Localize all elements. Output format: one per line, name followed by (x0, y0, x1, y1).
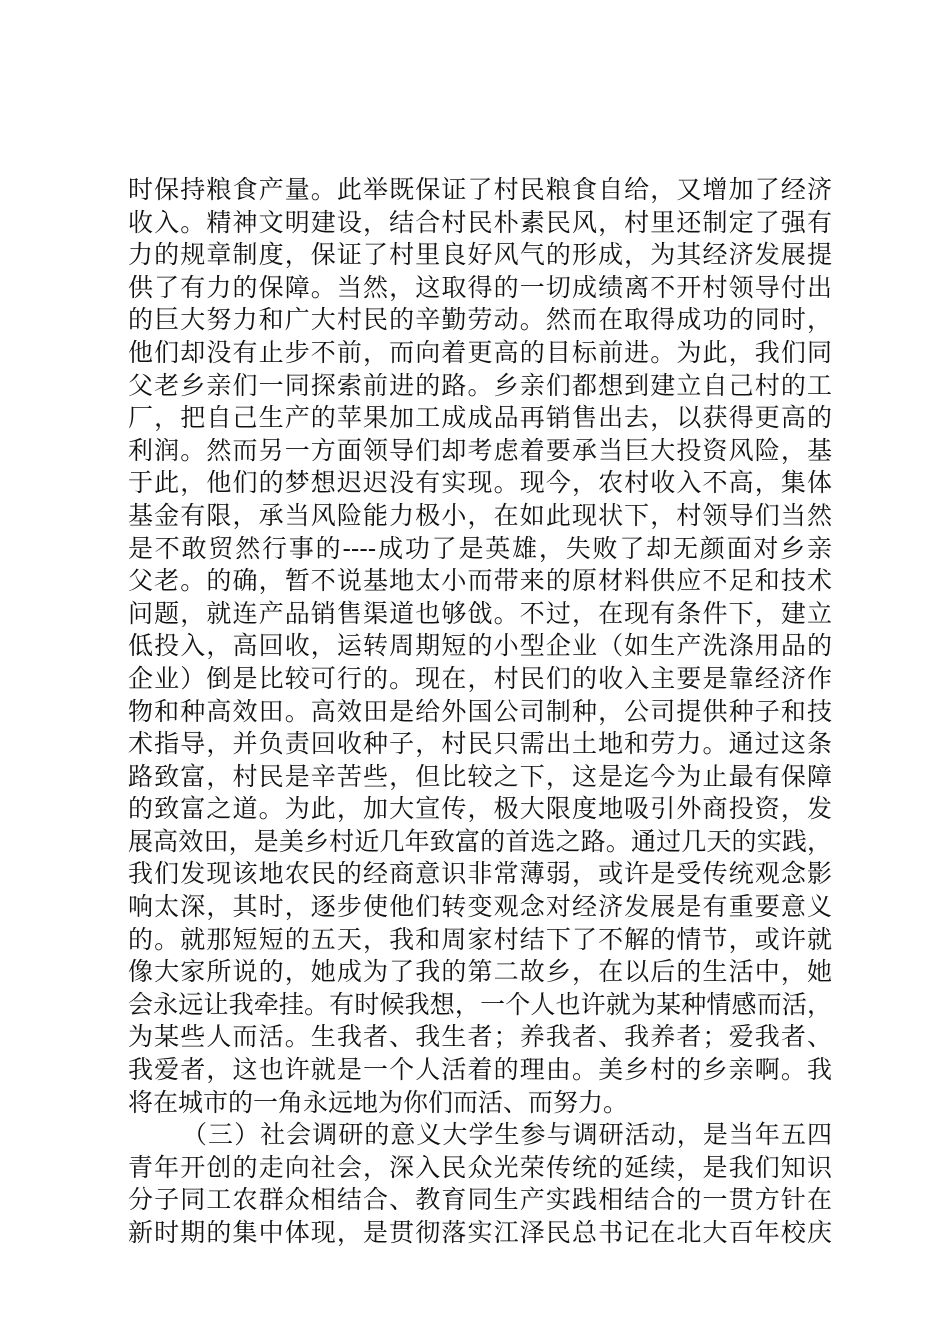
text-line: 基金有限，承当风险能力极小，在如此现状下，村领导们当然 (128, 500, 832, 530)
text-line: 是不敢贸然行事的----成功了是英雄，失败了却无颜面对乡亲 (128, 533, 832, 563)
text-line: 问题，就连产品销售渠道也够戗。不过，在现有条件下，建立 (128, 598, 832, 628)
text-line: 的巨大努力和广大村民的辛勤劳动。然而在取得成功的同时， (128, 305, 832, 335)
text-line: 于此，他们的梦想迟迟没有实现。现今，农村收入不高，集体 (128, 468, 832, 498)
text-line: 厂，把自己生产的苹果加工成成品再销售出去，以获得更高的 (128, 403, 832, 433)
text-line: 的。就那短短的五天，我和周家村结下了不解的情节，或许就 (128, 924, 832, 954)
text-line: 利润。然而另一方面领导们却考虑着要承当巨大投资风险，基 (128, 435, 832, 465)
text-line: 低投入，高回收，运转周期短的小型企业（如生产洗涤用品的 (128, 631, 832, 661)
text-line: 术指导，并负责回收种子，村民只需出土地和劳力。通过这条 (128, 729, 832, 759)
body-text (128, 174, 832, 1250)
text-line: 展高效田，是美乡村近几年致富的首选之路。通过几天的实践， (128, 826, 832, 856)
text-line: 为某些人而活。生我者、我生者；养我者、我养者；爱我者、 (128, 1022, 832, 1052)
text-line: 会永远让我牵挂。有时候我想，一个人也许就为某种情感而活， (128, 989, 832, 1019)
text-line: 物和种高效田。高效田是给外国公司制种，公司提供种子和技 (128, 696, 832, 726)
text-line: 响太深，其时，逐步使他们转变观念对经济发展是有重要意义 (128, 892, 832, 922)
text-line: 收入。精神文明建设，结合村民朴素民风，村里还制定了强有 (128, 207, 832, 237)
text-line: 像大家所说的，她成为了我的第二故乡，在以后的生活中，她 (128, 957, 832, 987)
text-line: 企业）倒是比较可行的。现在，村民们的收入主要是靠经济作 (128, 663, 832, 693)
text-line: 父老乡亲们一同探索前进的路。乡亲们都想到建立自己村的工 (128, 370, 832, 400)
text-line: 供了有力的保障。当然，这取得的一切成绩离不开村领导付出 (128, 272, 832, 302)
text-line: 我们发现该地农民的经商意识非常薄弱，或许是受传统观念影 (128, 859, 832, 889)
text-line: 他们却没有止步不前，而向着更高的目标前进。为此，我们同 (128, 337, 832, 367)
text-line: 时保持粮食产量。此举既保证了村民粮食自给，又增加了经济 (128, 175, 832, 204)
text-line: 青年开创的走向社会，深入民众光荣传统的延续，是我们知识 (128, 1152, 832, 1182)
text-line: 路致富，村民是辛苦些，但比较之下，这是迄今为止最有保障 (128, 761, 832, 791)
text-line: 我爱者，这也许就是一个人活着的理由。美乡村的乡亲啊。我 (128, 1055, 832, 1085)
text-line: 的致富之道。为此，加大宣传，极大限度地吸引外商投资，发 (128, 794, 832, 824)
paragraph-end-line: 将在城市的一角永远地为你们而活、而努力。 (128, 1087, 629, 1117)
text-line: 新时期的集中体现，是贯彻落实江泽民总书记在北大百年校庆 (128, 1218, 832, 1247)
text-line: 分子同工农群众相结合、教育同生产实践相结合的一贯方针在 (128, 1185, 832, 1215)
text-line: 力的规章制度，保证了村里良好风气的形成，为其经济发展提 (128, 240, 832, 270)
section-heading-line: （三）社会调研的意义大学生参与调研活动，是当年五四 (182, 1120, 832, 1150)
text-line: 父老。的确，暂不说基地太小而带来的原材料供应不足和技术 (128, 566, 832, 596)
